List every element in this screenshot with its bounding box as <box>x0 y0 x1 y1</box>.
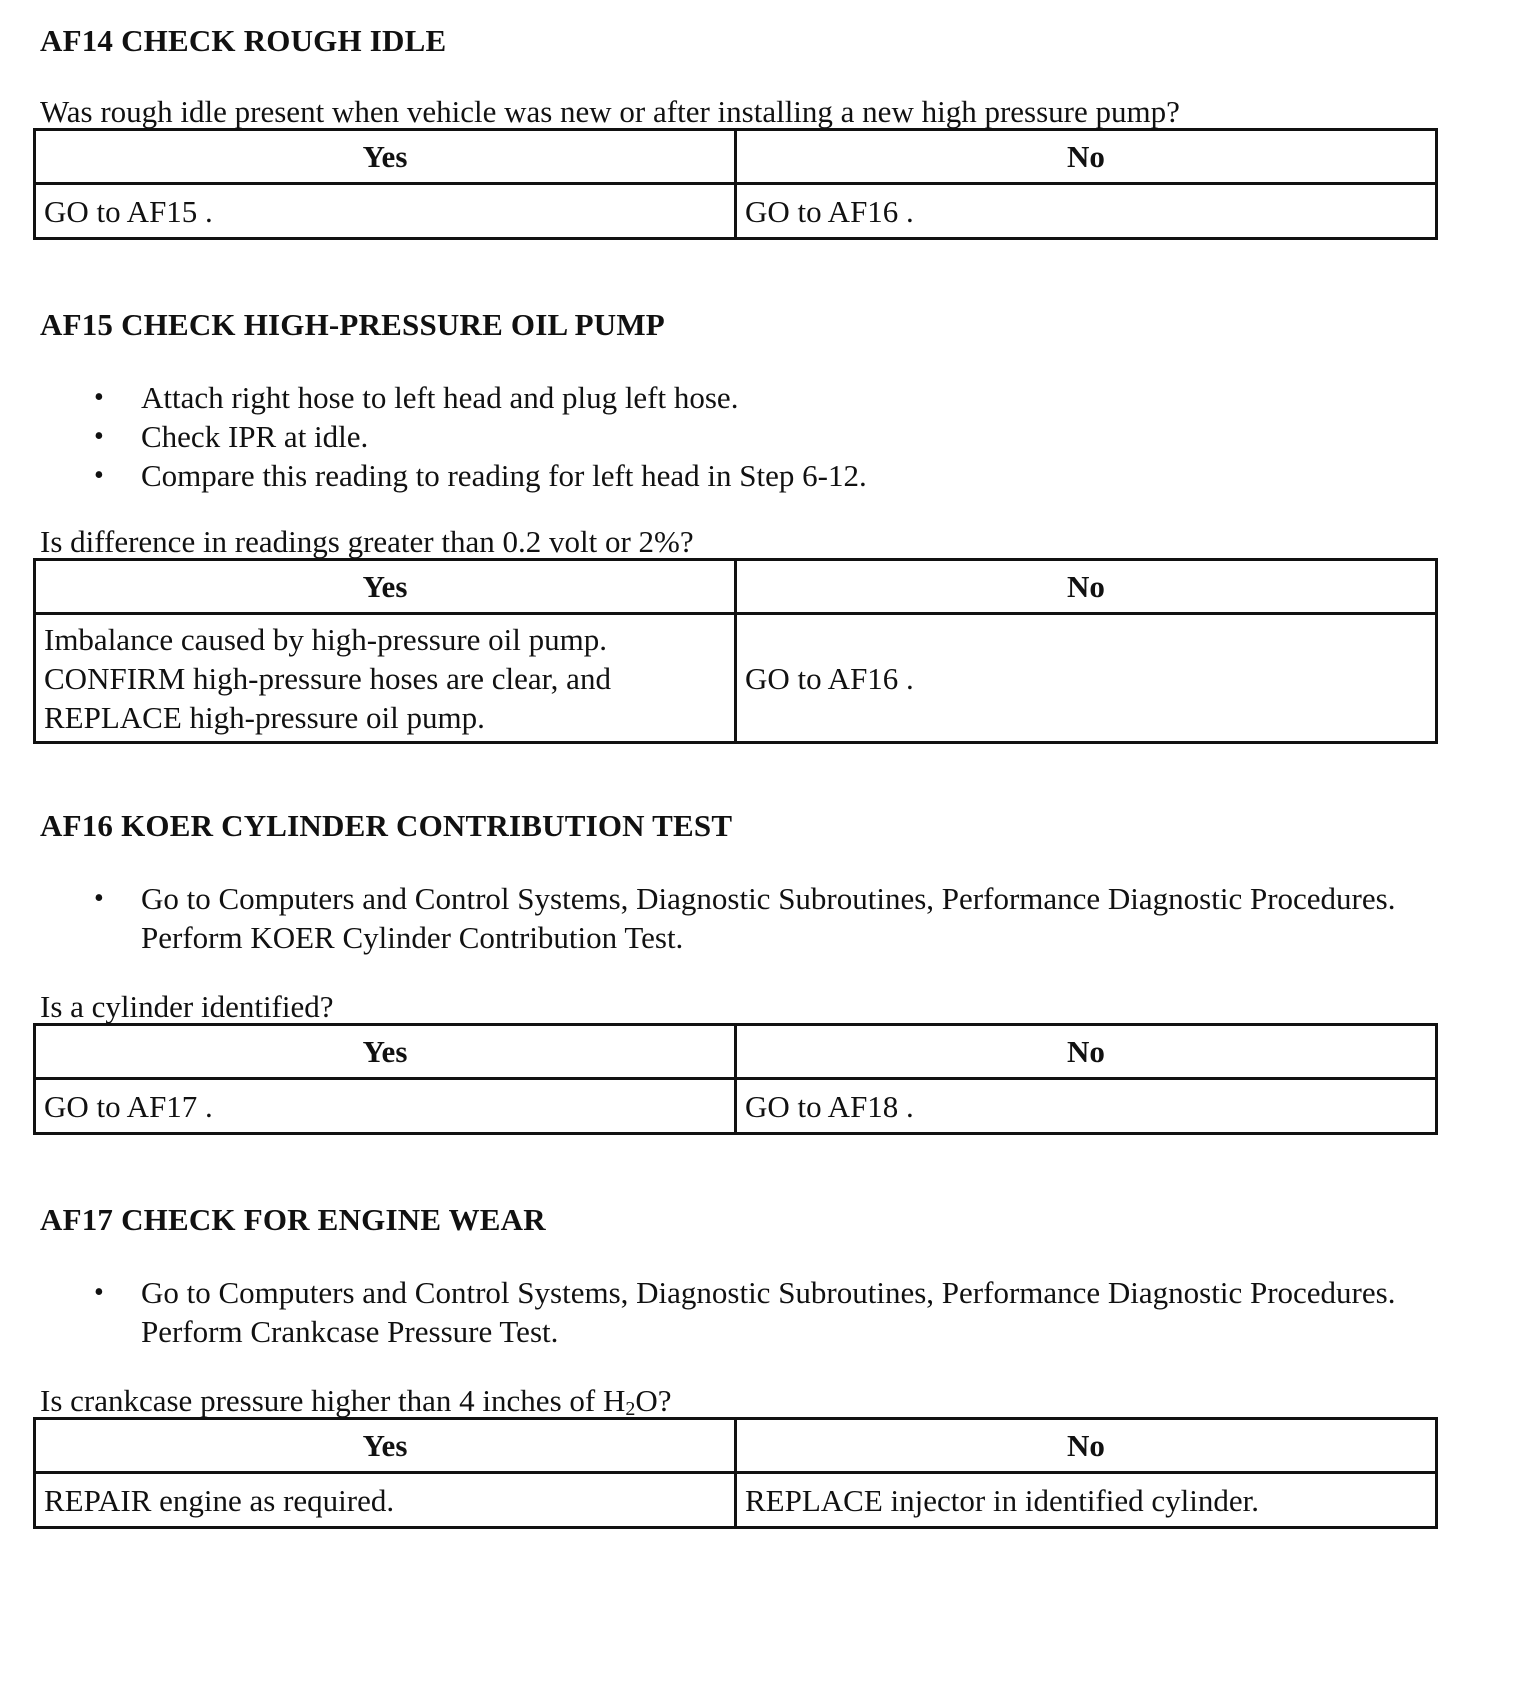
list-item <box>40 378 1480 417</box>
list-item-text: Check IPR at idle. <box>141 419 369 454</box>
yes-header: Yes <box>35 130 736 184</box>
bullet-icon: • <box>94 382 104 413</box>
yes-action: GO to AF17 . <box>35 1079 736 1134</box>
table-row <box>35 1079 1437 1134</box>
list-item-text: Go to Computers and Control Systems, Diagnostic Subroutines, Performance Diagnostic Procedures. <box>141 1275 1396 1310</box>
bullet-list <box>40 1273 1480 1351</box>
no-header: No <box>736 1419 1437 1473</box>
bullet-list-block <box>40 879 1480 957</box>
table-header-row <box>35 560 1437 614</box>
question-block <box>40 989 1480 1025</box>
decision-table-af14 <box>33 128 1438 240</box>
yes-action-line: Imbalance caused by high-pressure oil pump. <box>44 621 607 657</box>
section-af14 <box>40 22 1480 60</box>
list-item-text: Go to Computers and Control Systems, Diagnostic Subroutines, Performance Diagnostic Procedures. <box>141 881 1396 916</box>
list-item-text: Perform KOER Cylinder Contribution Test. <box>141 920 684 955</box>
list-item <box>40 879 1480 918</box>
section-heading: AF15 CHECK HIGH-PRESSURE OIL PUMP <box>40 307 665 342</box>
yes-header: Yes <box>35 560 736 614</box>
section-question: Is a cylinder identified? <box>40 989 334 1024</box>
list-item-text: Attach right hose to left head and plug left hose. <box>141 380 739 415</box>
bullet-list-block <box>40 378 1480 495</box>
table-row <box>35 1473 1437 1528</box>
yes-action-line: CONFIRM high-pressure hoses are clear, and <box>44 660 611 696</box>
decision-table-af17 <box>33 1417 1438 1529</box>
bullet-icon: • <box>94 460 104 491</box>
list-item-continuation <box>40 1312 1480 1351</box>
list-item-text: Compare this reading to reading for left head in Step 6-12. <box>141 458 867 493</box>
yes-header: Yes <box>35 1025 736 1079</box>
decision-table-af16 <box>33 1023 1438 1135</box>
table-row <box>35 184 1437 239</box>
list-item-text: Perform Crankcase Pressure Test. <box>141 1314 559 1349</box>
section-question: Is difference in readings greater than 0.2 volt or 2%? <box>40 524 694 559</box>
no-action: REPLACE injector in identified cylinder. <box>736 1473 1437 1528</box>
table-row <box>35 614 1437 743</box>
decision-table-af15 <box>33 558 1438 744</box>
yes-action-line: REPLACE high-pressure oil pump. <box>44 699 485 735</box>
no-action: GO to AF16 . <box>736 614 1437 743</box>
bullet-icon: • <box>94 421 104 452</box>
section-af15 <box>40 306 1480 344</box>
no-header: No <box>736 1025 1437 1079</box>
section-question <box>40 1383 1480 1419</box>
yes-header: Yes <box>35 1419 736 1473</box>
no-action: GO to AF18 . <box>736 1079 1437 1134</box>
yes-action: GO to AF15 . <box>35 184 736 239</box>
bullet-icon: • <box>94 1277 104 1308</box>
subscript-text: 2 <box>625 1398 636 1420</box>
section-heading: AF14 CHECK ROUGH IDLE <box>40 23 447 58</box>
bullet-icon: • <box>94 883 104 914</box>
table-header-row <box>35 130 1437 184</box>
section-question: Was rough idle present when vehicle was new or after installing a new high pressure pump? <box>40 94 1180 129</box>
list-item-continuation <box>40 918 1480 957</box>
bullet-list-block <box>40 1273 1480 1351</box>
bullet-list <box>40 378 1480 495</box>
table-header-row <box>35 1025 1437 1079</box>
question-text-suffix: O? <box>635 1383 672 1418</box>
list-item <box>40 1273 1480 1312</box>
no-header: No <box>736 560 1437 614</box>
no-header: No <box>736 130 1437 184</box>
table-header-row <box>35 1419 1437 1473</box>
yes-action: REPAIR engine as required. <box>35 1473 736 1528</box>
question-block <box>40 1383 1480 1419</box>
section-af17 <box>40 1201 1480 1239</box>
list-item <box>40 456 1480 495</box>
question-block <box>40 524 1480 560</box>
yes-action <box>35 614 736 743</box>
section-heading: AF17 CHECK FOR ENGINE WEAR <box>40 1202 546 1237</box>
bullet-list <box>40 879 1480 957</box>
section-af16 <box>40 807 1480 845</box>
question-block <box>40 94 1480 130</box>
no-action: GO to AF16 . <box>736 184 1437 239</box>
list-item <box>40 417 1480 456</box>
section-heading: AF16 KOER CYLINDER CONTRIBUTION TEST <box>40 808 733 843</box>
question-text: Is crankcase pressure higher than 4 inches of H <box>40 1383 626 1418</box>
